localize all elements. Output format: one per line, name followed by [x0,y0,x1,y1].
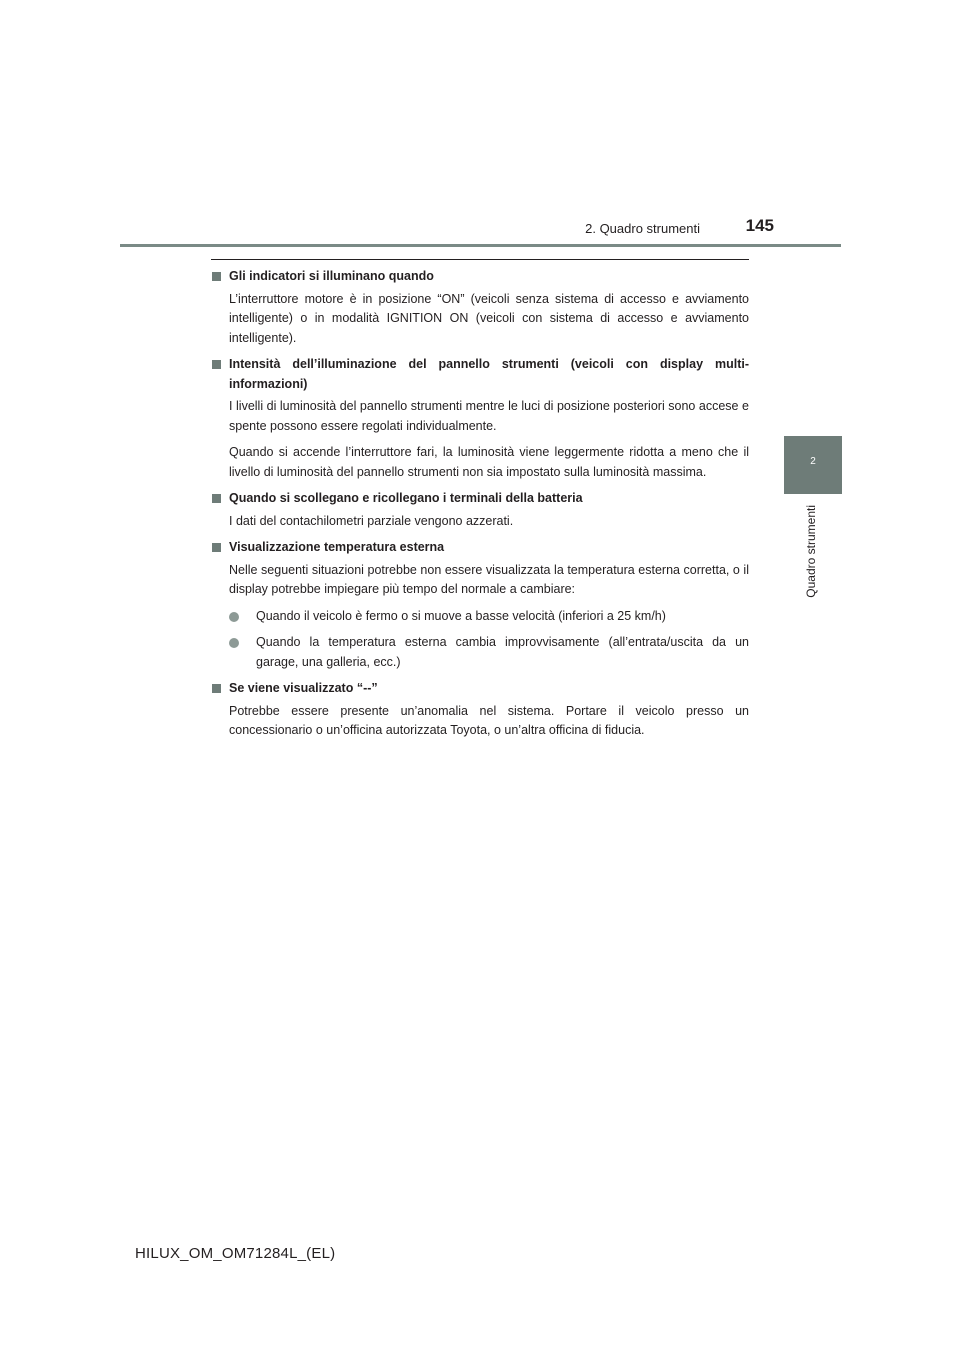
list-item [229,607,749,627]
section-outside-temperature [211,538,749,672]
square-bullet-icon [212,684,221,693]
section-paragraph: L’interruttore motore è in posizione “ON” (veicoli senza sistema di accesso e avviamento intelligente) o in modalità IGNITION ON (veicoli con sistema di accesso e avviamento intelligente). [229,291,749,345]
section-title [211,267,749,287]
square-bullet-icon [212,494,221,503]
document-code: HILUX_OM_OM71284L_(EL) [135,1245,336,1262]
section-title-text: Intensità dell’illuminazione del pannello strumenti (veicoli con display multi-informazioni) [229,357,749,391]
square-bullet-icon [212,272,221,281]
section-paragraph: Nelle seguenti situazioni potrebbe non essere visualizzata la temperatura esterna corretta, o il display potrebbe impiegare più tempo del normale a cambiare: [229,562,749,596]
list-item-text: Quando il veicolo è fermo o si muove a basse velocità (inferiori a 25 km/h) [256,608,666,623]
section-title-text: Quando si scollegano e ricollegano i terminali della batteria [229,491,583,505]
square-bullet-icon [212,543,221,552]
section-indicators [211,267,749,348]
circle-bullet-icon [229,612,239,622]
section-battery [211,489,749,531]
section-paragraph: I livelli di luminosità del pannello strumenti mentre le luci di posizione posteriori sono accese e spente possono essere regolati individualmente. [229,399,749,433]
section-paragraph: Potrebbe essere presente un’anomalia nel sistema. Portare il veicolo presso un concessionario o un’officina autorizzata Toyota, o un’altra officina di fiducia. [229,703,749,737]
section-paragraph: Quando si accende l’interruttore fari, la luminosità viene leggermente ridotta a meno che il livello di luminosità del pannello strumenti non sia impostato sulla luminosità massima. [229,445,749,479]
chapter-label-container [804,505,824,615]
chapter-tab [784,436,842,494]
section-dash-display [211,679,749,741]
section-title-text: Gli indicatori si illuminano quando [229,269,434,283]
content-top-rule [211,259,749,260]
section-title [211,679,749,699]
list-item-text: Quando la temperatura esterna cambia improvvisamente (all’entrata/uscita da un garage, una galleria, ecc.) [256,635,749,669]
section-title-text: Visualizzazione temperatura esterna [229,540,445,554]
header-rule [120,244,841,247]
header-section-title: 2. Quadro strumenti [585,221,700,236]
section-title-text: Se viene visualizzato “--” [229,681,378,695]
page-number: 145 [745,216,774,235]
chapter-number: 2 [810,456,816,467]
circle-bullet-icon [229,638,239,648]
section-paragraph: I dati del contachilometri parziale vengono azzerati. [229,513,514,528]
section-illumination [211,355,749,482]
section-title [211,538,749,558]
section-title [211,489,749,509]
square-bullet-icon [212,360,221,369]
content-body [211,267,749,748]
section-title [211,355,749,394]
list-item [229,633,749,672]
chapter-label: Quadro strumenti [804,505,818,598]
